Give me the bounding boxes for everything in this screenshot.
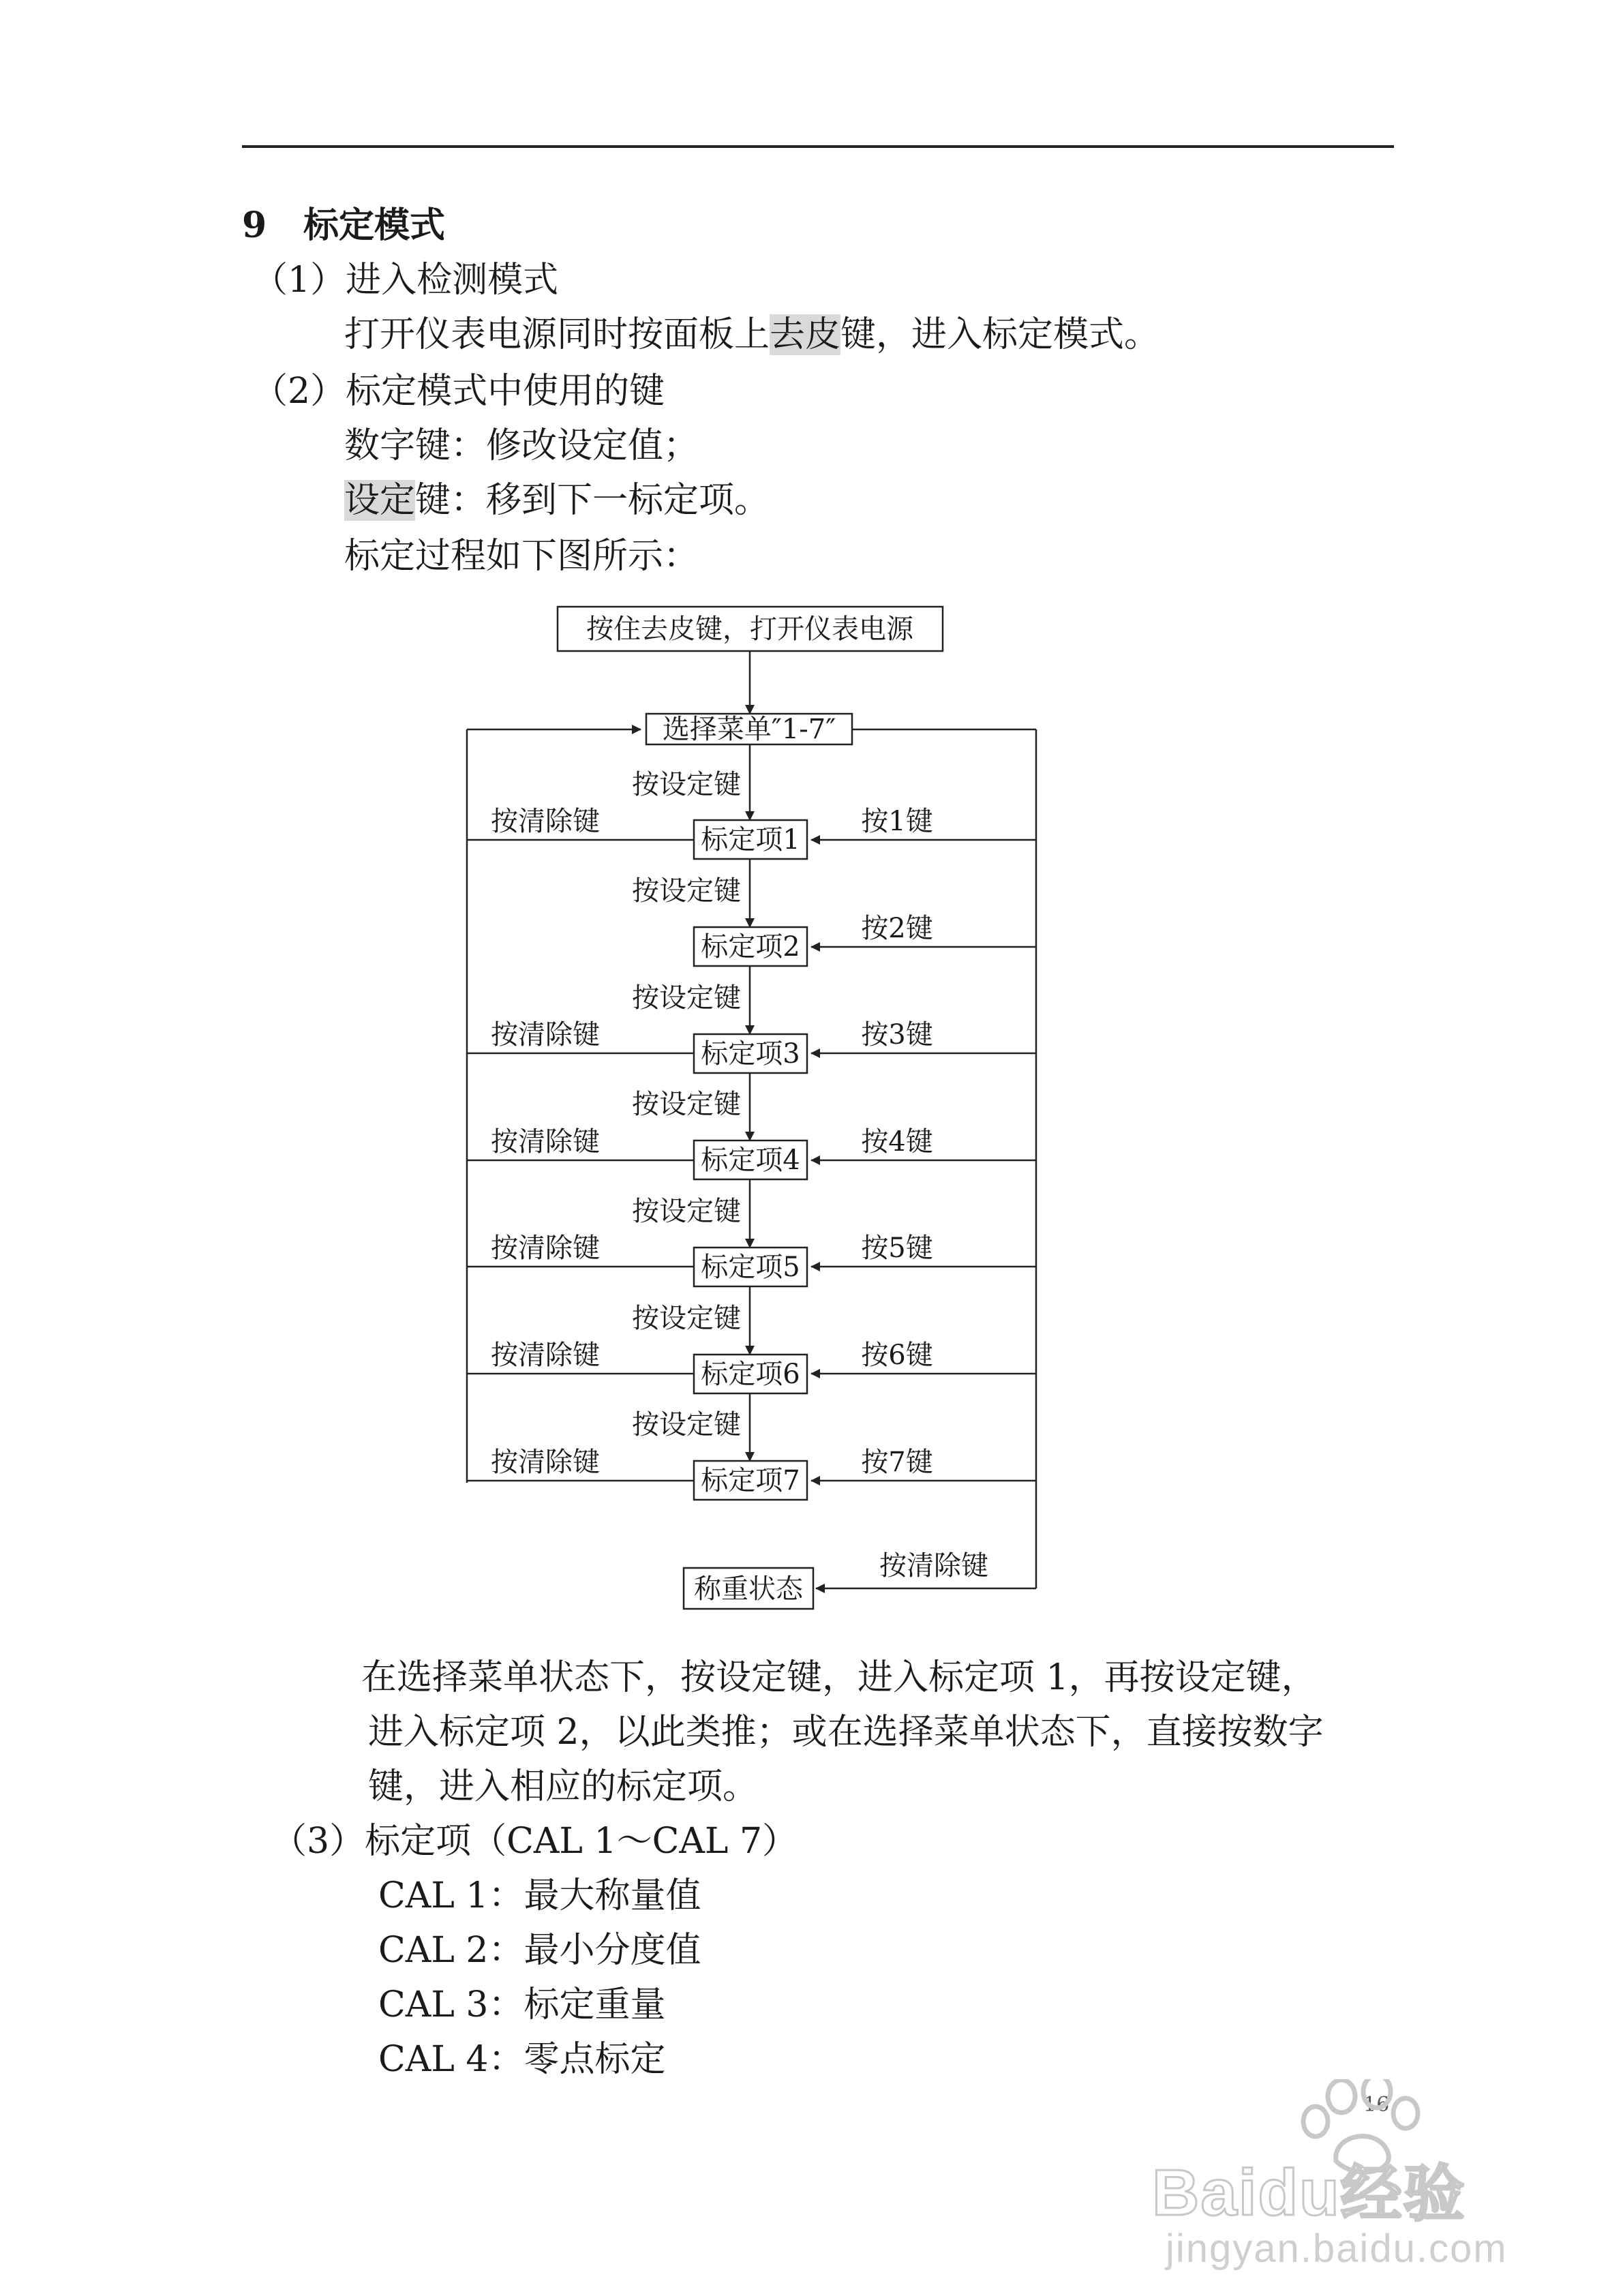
watermark-url: jingyan.baidu.com xyxy=(1166,2226,1508,2271)
cal-item-5-text: 标定项5 xyxy=(701,1252,800,1283)
digit-key-label-1: 按1键 xyxy=(861,806,933,837)
digit-key-label-3: 按3键 xyxy=(861,1019,933,1051)
watermark-brand2: du xyxy=(1258,2156,1341,2229)
key-set-highlight: 设定 xyxy=(344,480,416,521)
cal-list-item-4: CAL 4：零点标定 xyxy=(378,2039,666,2080)
watermark-brand: Bai xyxy=(1152,2156,1258,2229)
end-clear-key-label: 按清除键 xyxy=(879,1550,988,1582)
weighing-state-text: 称重状态 xyxy=(694,1573,803,1605)
cal-item-4-text: 标定项4 xyxy=(701,1145,800,1176)
clear-key-label-6: 按清除键 xyxy=(491,1340,600,1371)
step2-line3: 标定过程如下图所示： xyxy=(344,536,699,577)
clear-key-label-3: 按清除键 xyxy=(491,1019,600,1051)
baidu-jingyan-watermark xyxy=(1152,2079,1534,2284)
step2-line2: 设定键：移到下一标定项。 xyxy=(344,480,770,521)
watermark-suffix: 经验 xyxy=(1340,2158,1466,2230)
step2-line1: 数字键：修改设定值； xyxy=(344,425,699,466)
clear-key-label-4: 按清除键 xyxy=(491,1126,600,1158)
menu-text: 选择菜单″1-7″ xyxy=(662,714,836,745)
clear-key-label-5: 按清除键 xyxy=(491,1233,600,1264)
digit-key-label-2: 按2键 xyxy=(861,913,933,944)
set-key-label-3: 按设定键 xyxy=(632,982,741,1014)
digit-key-label-7: 按7键 xyxy=(861,1447,933,1478)
cal-item-1-text: 标定项1 xyxy=(701,824,800,856)
set-key-label-4: 按设定键 xyxy=(632,1089,741,1120)
set-key-label-6: 按设定键 xyxy=(632,1303,741,1334)
set-key-label-2: 按设定键 xyxy=(632,875,741,907)
digit-key-label-5: 按5键 xyxy=(861,1233,933,1264)
cal-item-2-text: 标定项2 xyxy=(701,931,800,963)
paragraph-line-1: 在选择菜单状态下，按设定键，进入标定项 1，再按设定键， xyxy=(361,1657,1317,1698)
digit-key-label-6: 按6键 xyxy=(861,1340,933,1371)
section-title: 标定模式 xyxy=(303,205,446,246)
set-key-label-1: 按设定键 xyxy=(632,769,741,800)
paragraph-line-2: 进入标定项 2，以此类推；或在选择菜单状态下，直接按数字 xyxy=(368,1712,1324,1753)
set-key-label-7: 按设定键 xyxy=(632,1409,741,1440)
section-number: 9 xyxy=(242,205,267,246)
step3-label: （3）标定项（CAL 1～CAL 7） xyxy=(271,1821,798,1862)
set-key-label-5: 按设定键 xyxy=(632,1196,741,1227)
step1-body: 打开仪表电源同时按面板上去皮键，进入标定模式。 xyxy=(344,314,1160,355)
start-text: 按住去皮键，打开仪表电源 xyxy=(586,614,913,645)
cal-list-item-3: CAL 3：标定重量 xyxy=(378,1984,666,2025)
step1-label: （1）进入检测模式 xyxy=(252,260,559,301)
digit-key-label-4: 按4键 xyxy=(861,1126,933,1158)
clear-key-label-7: 按清除键 xyxy=(491,1447,600,1478)
paragraph-line-3: 键，进入相应的标定项。 xyxy=(368,1766,759,1807)
cal-list-item-2: CAL 2：最小分度值 xyxy=(378,1930,701,1971)
cal-list-item-1: CAL 1：最大称量值 xyxy=(378,1875,701,1916)
cal-item-7-text: 标定项7 xyxy=(701,1465,800,1496)
key-tare-highlight: 去皮 xyxy=(770,314,841,355)
cal-item-3-text: 标定项3 xyxy=(701,1038,800,1070)
clear-key-label-1: 按清除键 xyxy=(491,806,600,837)
cal-item-6-text: 标定项6 xyxy=(701,1359,800,1390)
step2-label: （2）标定模式中使用的键 xyxy=(252,371,665,412)
page-number: 16 xyxy=(1363,2093,1390,2117)
